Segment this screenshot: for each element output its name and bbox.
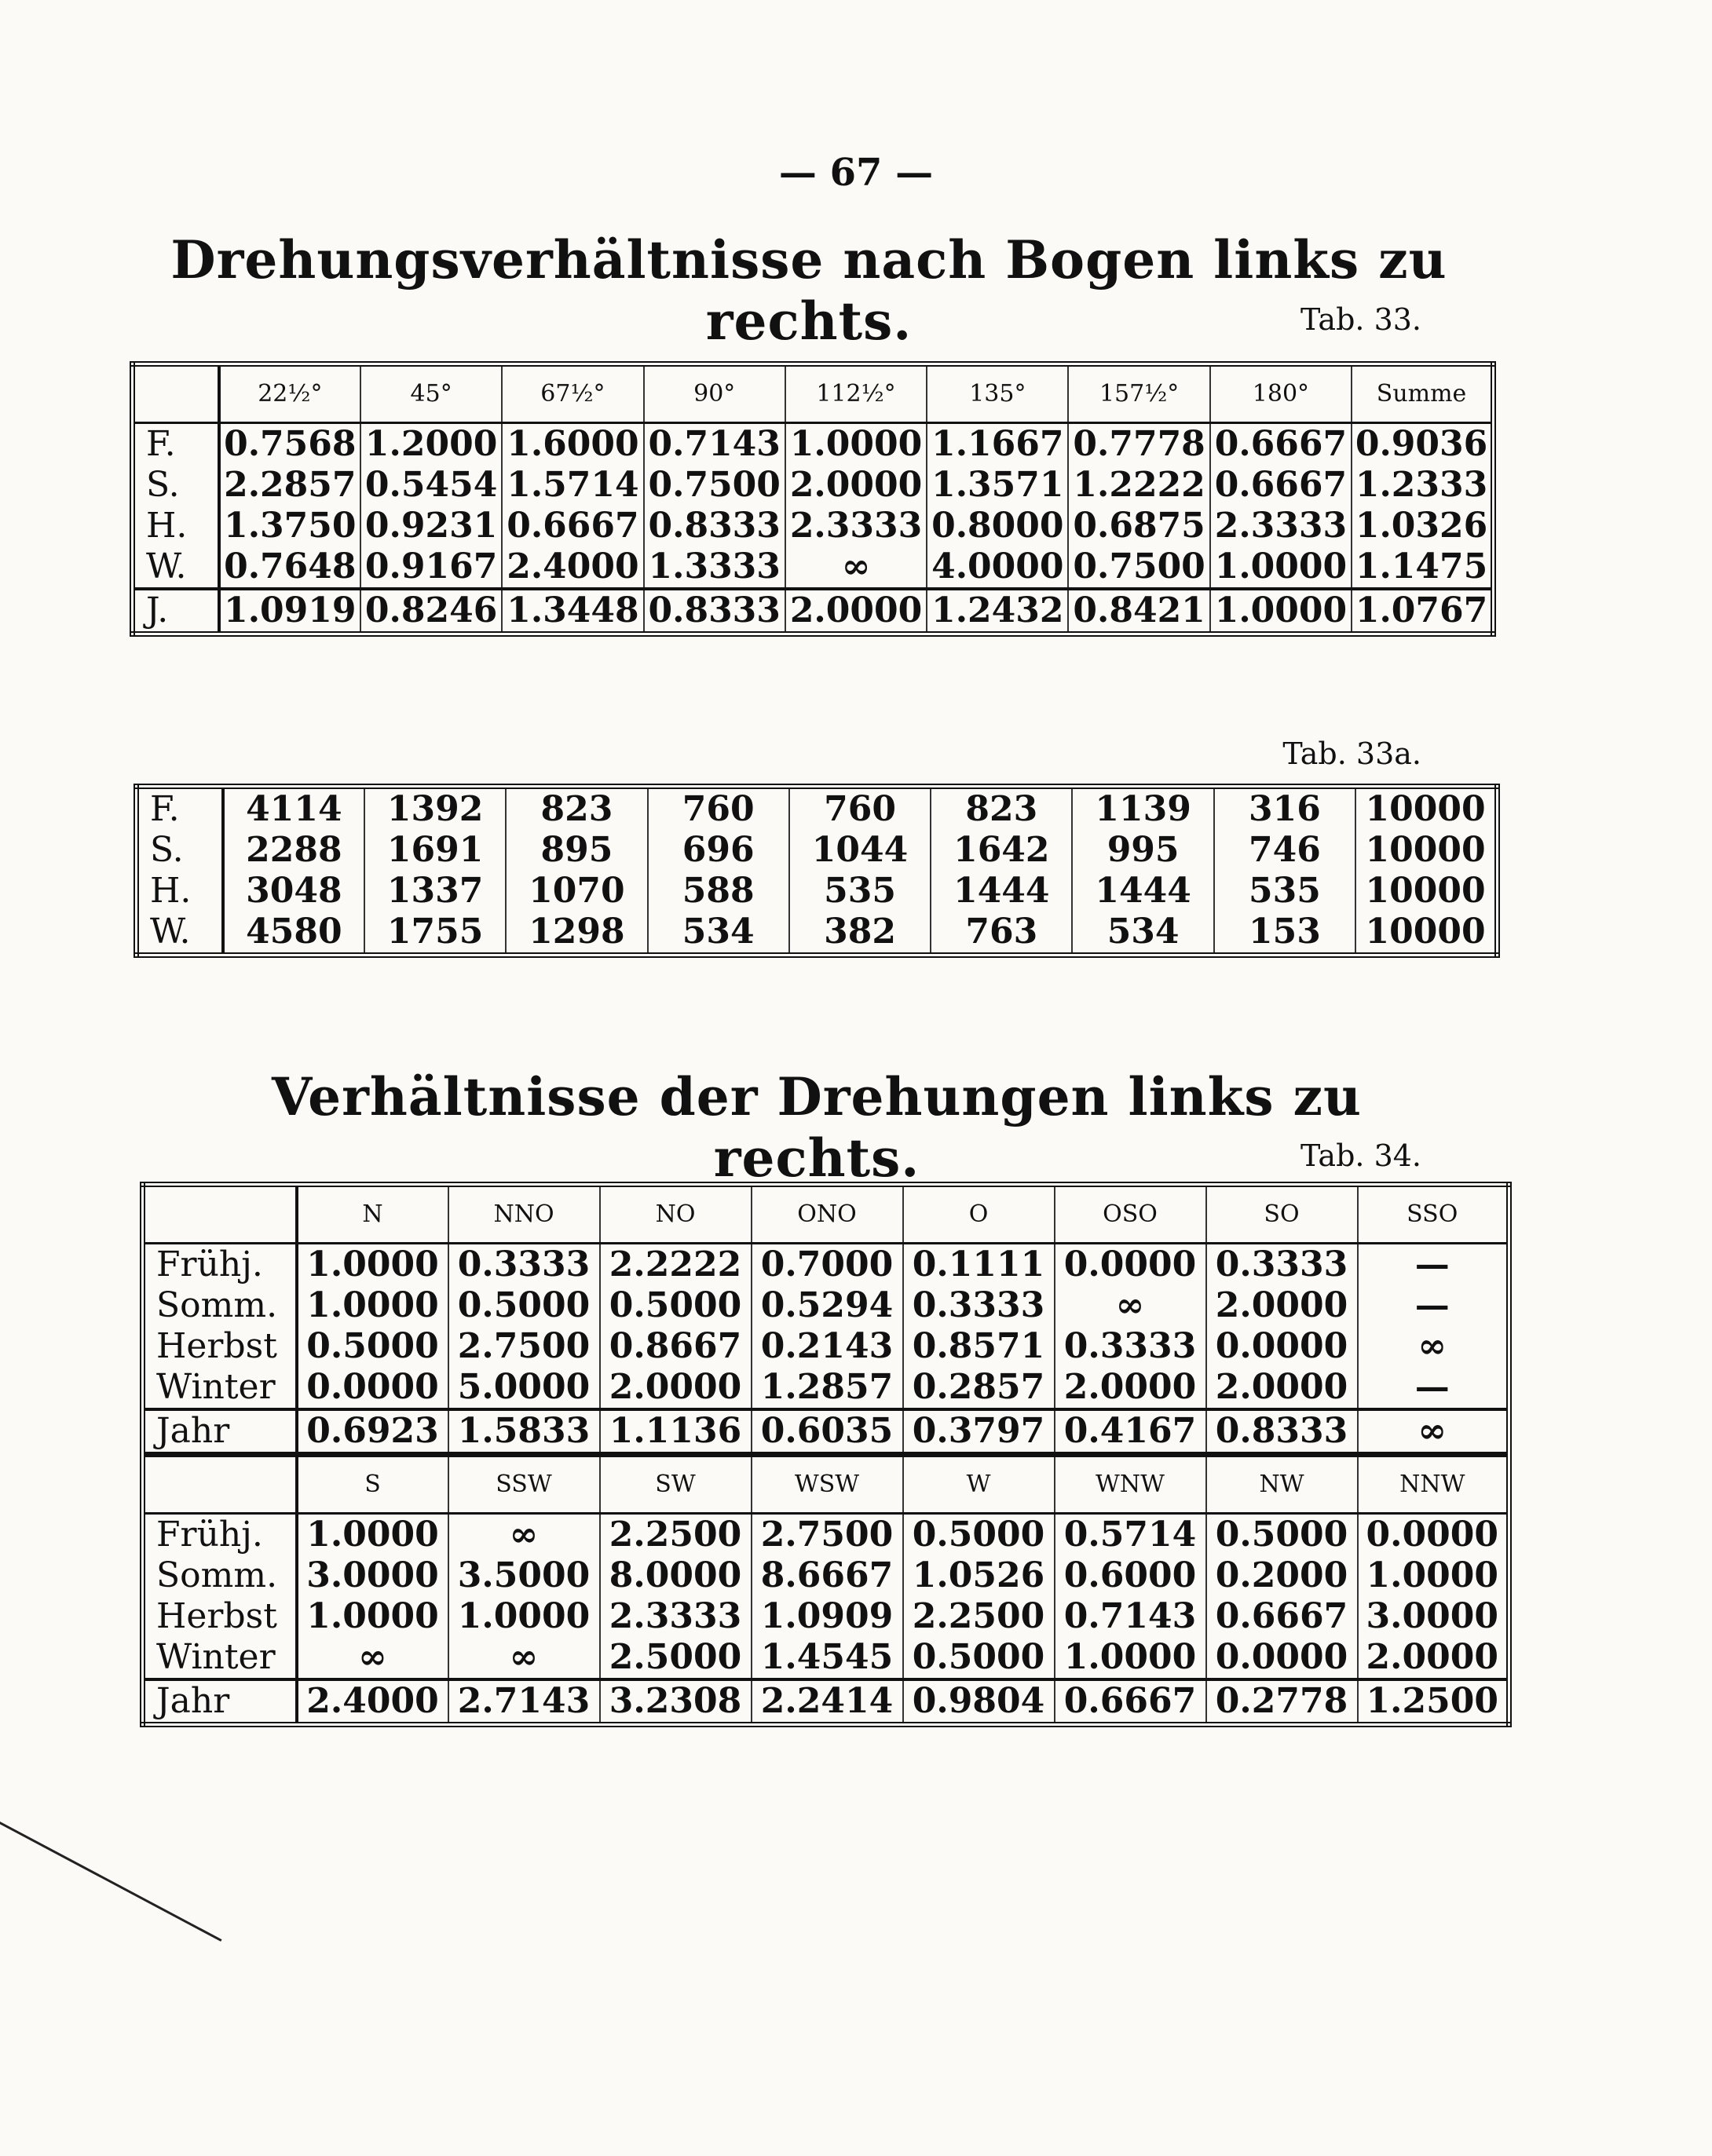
- table-cell: 4.0000: [927, 546, 1068, 589]
- total-row: [133, 589, 1494, 634]
- table-cell: 2.5000: [600, 1637, 752, 1679]
- table-cell: 1.0000: [297, 1285, 448, 1326]
- column-header: SSW: [448, 1455, 600, 1514]
- column-header: 180°: [1210, 364, 1352, 423]
- table-cell: 0.5000: [1206, 1514, 1358, 1556]
- column-header: 112½°: [785, 364, 927, 423]
- table-cell: 2.2500: [903, 1596, 1055, 1637]
- table-cell: 0.0000: [1055, 1244, 1206, 1286]
- table-cell: 1044: [789, 830, 931, 871]
- table-cell: 1444: [1072, 871, 1213, 912]
- table-cell: 0.9804: [903, 1679, 1055, 1725]
- row-label: S.: [146, 465, 180, 505]
- table-cell: 1.3333: [644, 546, 785, 589]
- table-cell: 0.8333: [1206, 1409, 1358, 1455]
- table-row: [143, 1555, 1509, 1596]
- table-cell: 1.5714: [502, 465, 643, 506]
- column-header: WNW: [1055, 1455, 1206, 1514]
- table-cell: 1.1475: [1352, 546, 1493, 589]
- table-cell: 1298: [506, 912, 647, 956]
- table-cell: 2.2222: [600, 1244, 752, 1286]
- column-header: 157½°: [1068, 364, 1209, 423]
- table-cell: 0.7778: [1068, 423, 1209, 466]
- table-cell: 1070: [506, 871, 647, 912]
- table-cell: 823: [931, 787, 1072, 831]
- table-cell: 382: [789, 912, 931, 956]
- table-cell: 2.3333: [1210, 506, 1352, 546]
- row-label: Frühj.: [156, 1515, 263, 1555]
- table-label-tab34: Tab. 34.: [1300, 1138, 1421, 1173]
- table-cell: 0.0000: [1206, 1637, 1358, 1679]
- table-row: [143, 1637, 1509, 1679]
- column-header: Summe: [1352, 364, 1493, 423]
- table-cell: 10000: [1355, 787, 1497, 831]
- table-cell: 5.0000: [448, 1367, 600, 1409]
- table-cell: 10000: [1355, 830, 1497, 871]
- table-cell: 0.7500: [1068, 546, 1209, 589]
- row-label: Winter: [156, 1367, 276, 1407]
- column-header: SW: [600, 1455, 752, 1514]
- column-header: NNW: [1358, 1455, 1509, 1514]
- table-cell: 2.7500: [448, 1326, 600, 1367]
- table-cell: 8.6667: [752, 1555, 903, 1596]
- column-header: SSO: [1358, 1185, 1509, 1244]
- table-cell: 1.3750: [219, 506, 360, 546]
- table-cell: —: [1358, 1244, 1509, 1286]
- header-row: [133, 364, 1494, 423]
- table-cell: 1.3448: [502, 589, 643, 634]
- column-header: 135°: [927, 364, 1068, 423]
- table-cell: 2.3333: [785, 506, 927, 546]
- table-cell: 0.6667: [502, 506, 643, 546]
- table-cell: 0.5714: [1055, 1514, 1206, 1556]
- table-cell: 1.0000: [297, 1596, 448, 1637]
- table-cell: 0.7568: [219, 423, 360, 466]
- table-cell: 823: [506, 787, 647, 831]
- table-cell: 1.2333: [1352, 465, 1493, 506]
- row-label: H.: [146, 506, 188, 546]
- table-cell: 1.0000: [448, 1596, 600, 1637]
- row-label: F.: [150, 789, 180, 829]
- column-header: 90°: [644, 364, 785, 423]
- column-header: NW: [1206, 1455, 1358, 1514]
- table-cell: 2.0000: [1206, 1367, 1358, 1409]
- table-cell: 0.6667: [1210, 465, 1352, 506]
- table-cell: 0.5000: [297, 1326, 448, 1367]
- table-cell: ∞: [448, 1637, 600, 1679]
- table-cell: 696: [648, 830, 789, 871]
- table-row: [137, 871, 1498, 912]
- table-cell: 0.6000: [1055, 1555, 1206, 1596]
- table-cell: 153: [1214, 912, 1355, 956]
- table-cell: 760: [648, 787, 789, 831]
- table-cell: 2.0000: [785, 589, 927, 634]
- table-cell: 3.2308: [600, 1679, 752, 1725]
- row-label: Somm.: [156, 1555, 278, 1595]
- table-cell: 1444: [931, 871, 1072, 912]
- table-cell: 0.0000: [1206, 1326, 1358, 1367]
- table-cell: 3.5000: [448, 1555, 600, 1596]
- table-cell: 763: [931, 912, 1072, 956]
- table-cell: 588: [648, 871, 789, 912]
- row-label: W.: [146, 546, 187, 587]
- table-cell: 1.2000: [360, 423, 502, 466]
- table-cell: 0.3333: [1206, 1244, 1358, 1286]
- table-cell: 0.9036: [1352, 423, 1493, 466]
- table-row: [133, 506, 1494, 546]
- table-cell: 0.2000: [1206, 1555, 1358, 1596]
- table-cell: 0.0000: [297, 1367, 448, 1409]
- column-header: 22½°: [219, 364, 360, 423]
- table-row: [133, 546, 1494, 589]
- table-cell: 0.0000: [1358, 1514, 1509, 1556]
- table-cell: 1.0000: [1210, 546, 1352, 589]
- column-header: NNO: [448, 1185, 600, 1244]
- row-label: J.: [133, 589, 219, 634]
- table-cell: 2.2857: [219, 465, 360, 506]
- table-cell: 0.2778: [1206, 1679, 1358, 1725]
- column-header: 45°: [360, 364, 502, 423]
- table-cell: 0.6035: [752, 1409, 903, 1455]
- table-cell: 1.0526: [903, 1555, 1055, 1596]
- table-cell: 3.0000: [297, 1555, 448, 1596]
- table-cell: 2.0000: [1055, 1367, 1206, 1409]
- header-corner: [133, 364, 219, 423]
- table-cell: 760: [789, 787, 931, 831]
- table-cell: 0.5000: [903, 1514, 1055, 1556]
- table-cell: ∞: [785, 546, 927, 589]
- table-cell: ∞: [1358, 1409, 1509, 1455]
- table-cell: 1.0909: [752, 1596, 903, 1637]
- table-cell: 1.1667: [927, 423, 1068, 466]
- row-label: Winter: [156, 1637, 276, 1677]
- row-label: Herbst: [156, 1326, 277, 1366]
- table-row: [143, 1367, 1509, 1409]
- table-label-tab33a: Tab. 33a.: [1282, 736, 1421, 771]
- table-row: [143, 1326, 1509, 1367]
- row-label: Somm.: [156, 1285, 278, 1325]
- table-cell: 2.0000: [1358, 1637, 1509, 1679]
- column-header: N: [297, 1185, 448, 1244]
- table-cell: 3048: [223, 871, 364, 912]
- table-cell: 0.6923: [297, 1409, 448, 1455]
- table-cell: —: [1358, 1285, 1509, 1326]
- table-row: [133, 423, 1494, 466]
- row-label: S.: [150, 830, 184, 870]
- table-cell: 0.8571: [903, 1326, 1055, 1367]
- table-label-tab33: Tab. 33.: [1300, 302, 1421, 337]
- table-cell: 2.0000: [785, 465, 927, 506]
- table-cell: 0.7000: [752, 1244, 903, 1286]
- table-cell: 0.8333: [644, 506, 785, 546]
- table-cell: 1.2432: [927, 589, 1068, 634]
- table-cell: 535: [789, 871, 931, 912]
- section-title-verhaeltnisse: Verhältnisse der Drehungen links zu rechts.: [272, 1066, 1362, 1189]
- row-label: F.: [146, 424, 176, 464]
- table-cell: 0.6875: [1068, 506, 1209, 546]
- table-cell: 746: [1214, 830, 1355, 871]
- table-cell: 0.5454: [360, 465, 502, 506]
- section-title-drehungsverhaeltnisse: Drehungsverhältnisse nach Bogen links zu rechts.: [170, 229, 1447, 352]
- table-cell: 1755: [364, 912, 506, 956]
- table-cell: 0.3333: [903, 1285, 1055, 1326]
- column-header: 67½°: [502, 364, 643, 423]
- table-tab33: [130, 361, 1496, 637]
- table-cell: 1.2857: [752, 1367, 903, 1409]
- table-cell: 0.7648: [219, 546, 360, 589]
- table-cell: 10000: [1355, 871, 1497, 912]
- table-cell: 0.9167: [360, 546, 502, 589]
- table-cell: 0.3333: [448, 1244, 600, 1286]
- table-cell: 1.2222: [1068, 465, 1209, 506]
- table-cell: 1.0000: [297, 1244, 448, 1286]
- table-cell: 2.3333: [600, 1596, 752, 1637]
- table-cell: 0.8667: [600, 1326, 752, 1367]
- table-cell: ∞: [448, 1514, 600, 1556]
- table-cell: ∞: [1055, 1285, 1206, 1326]
- total-row: [143, 1679, 1509, 1725]
- table-cell: 1337: [364, 871, 506, 912]
- table-cell: 0.5294: [752, 1285, 903, 1326]
- row-label: Frühj.: [156, 1244, 263, 1284]
- column-header: OSO: [1055, 1185, 1206, 1244]
- table-row: [143, 1244, 1509, 1286]
- header-row: [143, 1455, 1509, 1514]
- table-cell: 1.2500: [1358, 1679, 1509, 1725]
- column-header: WSW: [752, 1455, 903, 1514]
- table-cell: 2.2414: [752, 1679, 903, 1725]
- table-row: [143, 1514, 1509, 1556]
- table-cell: 0.5000: [903, 1637, 1055, 1679]
- table-cell: 1.0000: [1210, 589, 1352, 634]
- row-label: W.: [150, 912, 191, 952]
- table-cell: 2.4000: [297, 1679, 448, 1725]
- table-cell: ∞: [297, 1637, 448, 1679]
- table-cell: 1.0000: [1358, 1555, 1509, 1596]
- table-cell: 1139: [1072, 787, 1213, 831]
- table-row: [143, 1596, 1509, 1637]
- table-cell: 1642: [931, 830, 1072, 871]
- header-corner: [143, 1455, 297, 1514]
- column-header: S: [297, 1455, 448, 1514]
- table-row: [137, 912, 1498, 956]
- table-cell: 2.2500: [600, 1514, 752, 1556]
- table-cell: 10000: [1355, 912, 1497, 956]
- header-corner: [143, 1185, 297, 1244]
- column-header: SO: [1206, 1185, 1358, 1244]
- row-label: Jahr: [143, 1409, 297, 1455]
- table-cell: 1.3571: [927, 465, 1068, 506]
- table-cell: 0.6667: [1055, 1679, 1206, 1725]
- table-cell: 0.7143: [1055, 1596, 1206, 1637]
- table-cell: 316: [1214, 787, 1355, 831]
- table-cell: 1.1136: [600, 1409, 752, 1455]
- table-cell: 2.4000: [502, 546, 643, 589]
- table-cell: 8.0000: [600, 1555, 752, 1596]
- table-cell: 0.5000: [448, 1285, 600, 1326]
- table-row: [143, 1285, 1509, 1326]
- table-cell: 2.7500: [752, 1514, 903, 1556]
- column-header: O: [903, 1185, 1055, 1244]
- table-cell: 1.0000: [785, 423, 927, 466]
- table-cell: 0.7143: [644, 423, 785, 466]
- table-cell: 1.0000: [1055, 1637, 1206, 1679]
- row-label: Herbst: [156, 1596, 277, 1636]
- table-cell: 4114: [223, 787, 364, 831]
- table-row: [137, 830, 1498, 871]
- table-cell: 0.2143: [752, 1326, 903, 1367]
- column-header: W: [903, 1455, 1055, 1514]
- table-cell: 895: [506, 830, 647, 871]
- table-cell: 0.9231: [360, 506, 502, 546]
- table-cell: 0.8333: [644, 589, 785, 634]
- table-cell: 1.0919: [219, 589, 360, 634]
- table-tab33a: [134, 784, 1500, 958]
- table-cell: 0.8246: [360, 589, 502, 634]
- table-cell: 1.0000: [297, 1514, 448, 1556]
- table-tab34: [140, 1182, 1512, 1727]
- table-cell: 0.3797: [903, 1409, 1055, 1455]
- stray-pen-line: [0, 1822, 222, 1942]
- table-cell: 534: [1072, 912, 1213, 956]
- table-cell: 534: [648, 912, 789, 956]
- table-cell: 0.5000: [600, 1285, 752, 1326]
- table-cell: 2.0000: [1206, 1285, 1358, 1326]
- column-header: NO: [600, 1185, 752, 1244]
- table-cell: 2.7143: [448, 1679, 600, 1725]
- table-cell: 3.0000: [1358, 1596, 1509, 1637]
- table-cell: 995: [1072, 830, 1213, 871]
- table-cell: 0.8421: [1068, 589, 1209, 634]
- row-label: H.: [150, 871, 192, 911]
- table-cell: 0.4167: [1055, 1409, 1206, 1455]
- table-cell: 1.0326: [1352, 506, 1493, 546]
- table-cell: 0.6667: [1210, 423, 1352, 466]
- row-label: Jahr: [143, 1679, 297, 1725]
- table-cell: 0.3333: [1055, 1326, 1206, 1367]
- table-cell: 0.2857: [903, 1367, 1055, 1409]
- table-cell: 535: [1214, 871, 1355, 912]
- table-cell: ∞: [1358, 1326, 1509, 1367]
- table-cell: 4580: [223, 912, 364, 956]
- table-cell: 1.0767: [1352, 589, 1493, 634]
- table-cell: —: [1358, 1367, 1509, 1409]
- table-cell: 2288: [223, 830, 364, 871]
- table-cell: 1691: [364, 830, 506, 871]
- table-cell: 0.7500: [644, 465, 785, 506]
- table-cell: 0.8000: [927, 506, 1068, 546]
- table-row: [133, 465, 1494, 506]
- column-header: ONO: [752, 1185, 903, 1244]
- table-cell: 1.6000: [502, 423, 643, 466]
- table-cell: 1392: [364, 787, 506, 831]
- page-number: — 67 —: [778, 151, 934, 195]
- header-row: [143, 1185, 1509, 1244]
- table-cell: 1.4545: [752, 1637, 903, 1679]
- table-cell: 0.1111: [903, 1244, 1055, 1286]
- total-row: [143, 1409, 1509, 1455]
- table-cell: 0.6667: [1206, 1596, 1358, 1637]
- table-row: [137, 787, 1498, 831]
- table-cell: 2.0000: [600, 1367, 752, 1409]
- table-cell: 1.5833: [448, 1409, 600, 1455]
